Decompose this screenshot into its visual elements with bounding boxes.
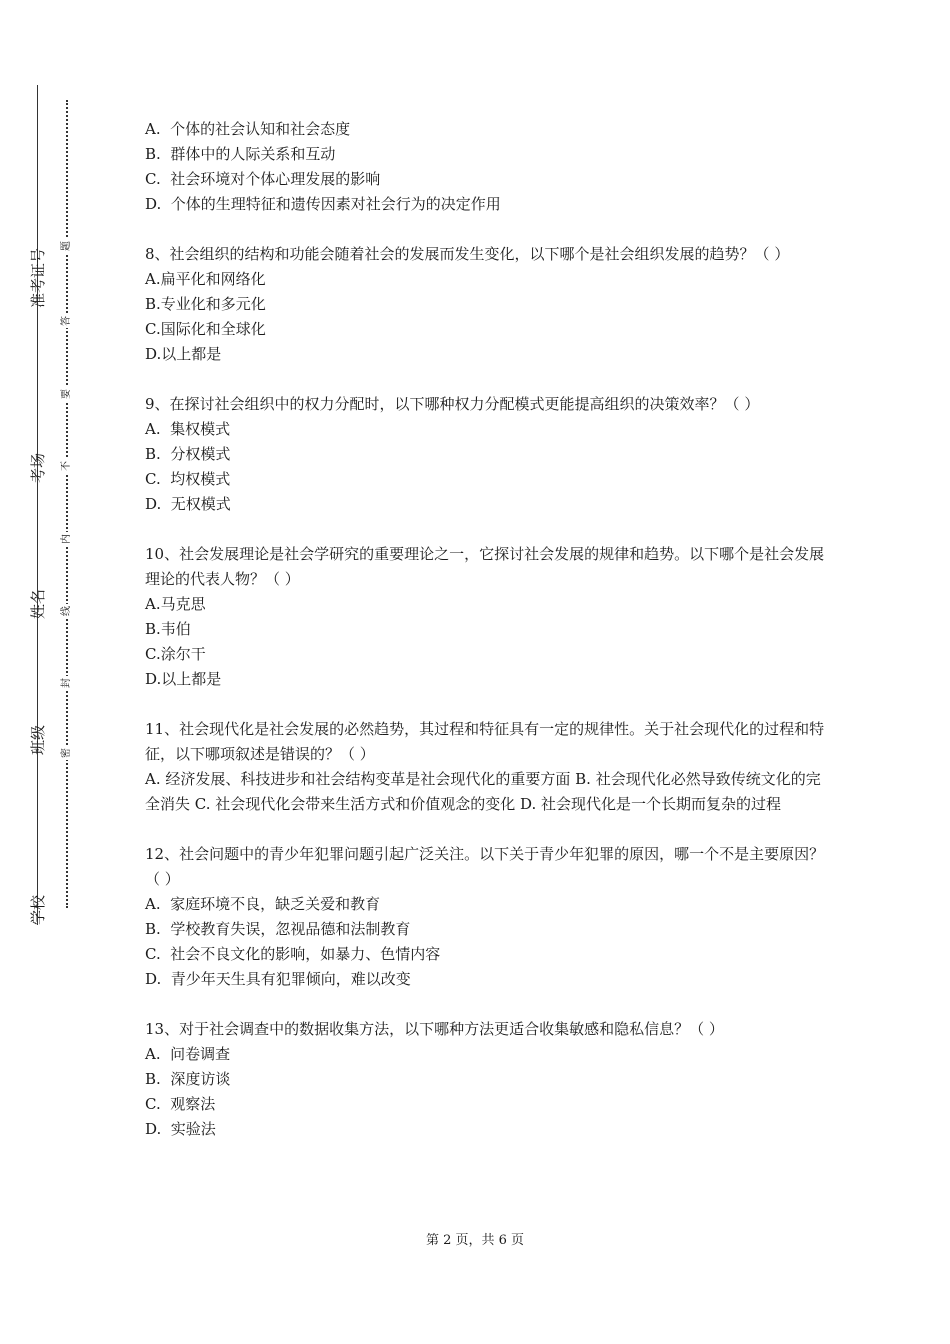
- option-a: A. 家庭环境不良，缺乏关爱和教育: [145, 895, 381, 913]
- binding-dotted-line: [66, 100, 68, 908]
- option-b: B. 学校教育失误，忽视品德和法制教育: [145, 920, 411, 938]
- option-b: B. 群体中的人际关系和互动: [145, 145, 336, 163]
- question-12: [145, 842, 825, 992]
- option-c: C. 观察法: [145, 1095, 216, 1113]
- option-b: B.专业化和多元化: [145, 295, 266, 313]
- question-list: [145, 117, 825, 1167]
- question-8: [145, 242, 825, 367]
- seal-char: 答: [59, 314, 75, 328]
- question-stem: 11、社会现代化是社会发展的必然趋势，其过程和特征具有一定的规律性。关于社会现代化的过程和特征，以下哪项叙述是错误的？（ ）: [145, 720, 825, 763]
- option-a: A.马克思: [145, 595, 206, 613]
- option-d: D. 青少年天生具有犯罪倾向，难以改变: [145, 970, 411, 988]
- question-7-continued: [145, 117, 825, 217]
- seal-char: 线: [59, 604, 75, 618]
- question-11: [145, 717, 825, 817]
- seal-char: 内: [59, 532, 75, 546]
- option-a: A.扁平化和网络化: [145, 270, 266, 288]
- option-b: B.韦伯: [145, 620, 191, 638]
- page-number: 第 2 页，共 6 页: [425, 1233, 525, 1248]
- option-b: B. 深度访谈: [145, 1070, 231, 1088]
- seal-char: 密: [59, 746, 75, 760]
- option-c: C. 社会不良文化的影响，如暴力、色情内容: [145, 945, 441, 963]
- option-d: D. 实验法: [145, 1120, 216, 1138]
- option-d: D. 无权模式: [145, 495, 231, 513]
- option-d: D.以上都是: [145, 670, 222, 688]
- option-b: B. 分权模式: [145, 445, 231, 463]
- option-c: C. 均权模式: [145, 470, 231, 488]
- question-13: [145, 1017, 825, 1142]
- field-exam-room-label: 考场: [29, 453, 47, 484]
- field-class-label: 班级: [29, 725, 47, 756]
- seal-char: 封: [59, 676, 75, 690]
- question-stem: 13、对于社会调查中的数据收集方法，以下哪种方法更适合收集敏感和隐私信息？（ ）: [145, 1020, 724, 1038]
- option-d: D. 个体的生理特征和遗传因素对社会行为的决定作用: [145, 195, 501, 213]
- seal-char: 题: [59, 239, 75, 253]
- option-d: D.以上都是: [145, 345, 222, 363]
- question-9: [145, 392, 825, 517]
- question-stem: 9、在探讨社会组织中的权力分配时，以下哪种权力分配模式更能提高组织的决策效率？（ ）: [145, 395, 760, 413]
- question-stem: 10、社会发展理论是社会学研究的重要理论之一，它探讨社会发展的规律和趋势。以下哪个是社会发展理论的代表人物？（ ）: [145, 545, 825, 588]
- option-a: A. 个体的社会认知和社会态度: [145, 120, 351, 138]
- question-stem: 12、社会问题中的青少年犯罪问题引起广泛关注。以下关于青少年犯罪的原因，哪一个不是主要原因？（ ）: [145, 845, 825, 888]
- option-c: C. 社会环境对个体心理发展的影响: [145, 170, 381, 188]
- option-c: C.涂尔干: [145, 645, 206, 663]
- inline-options: A. 经济发展、科技进步和社会结构变革是社会现代化的重要方面 B. 社会现代化必然导致传统文化的完全消失 C. 社会现代化会带来生活方式和价值观念的变化 D. 社会现代化是一个长期而复杂的过程: [145, 770, 821, 813]
- field-exam-number-label: 准考证号: [29, 247, 47, 308]
- option-c: C.国际化和全球化: [145, 320, 266, 338]
- binding-solid-line: [37, 85, 38, 925]
- question-10: [145, 542, 825, 692]
- seal-char: 要: [59, 387, 75, 401]
- field-name-label: 姓名: [29, 589, 47, 620]
- option-a: A. 问卷调查: [145, 1045, 231, 1063]
- question-stem: 8、社会组织的结构和功能会随着社会的发展而发生变化，以下哪个是社会组织发展的趋势？（ ）: [145, 245, 790, 263]
- option-a: A. 集权模式: [145, 420, 231, 438]
- field-school-label: 学校: [29, 895, 47, 926]
- seal-char: 不: [59, 459, 75, 473]
